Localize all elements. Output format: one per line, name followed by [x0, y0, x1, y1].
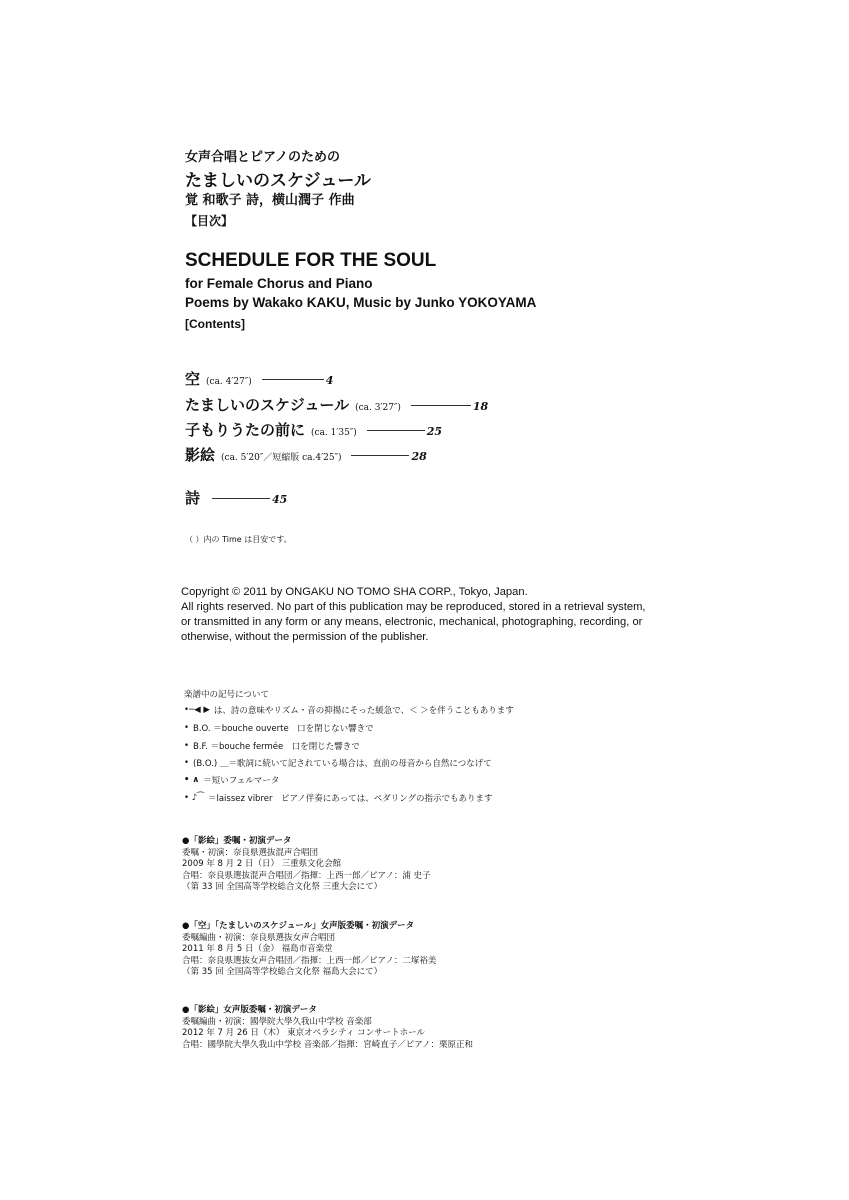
toc-row [185, 487, 287, 508]
toc-row [185, 368, 333, 389]
toc-page: 18 [472, 400, 489, 413]
toc-title: たましいのスケジュール [185, 396, 350, 414]
toc-title: 空 [185, 370, 201, 388]
toc-title: 影絵 [185, 446, 216, 464]
laissez-vibrer-icon: • ♪⁀ [184, 793, 204, 803]
toc-leader-line [212, 498, 270, 499]
bullet-icon: • [184, 741, 190, 751]
toc-row [185, 419, 442, 440]
toc-leader-line [411, 405, 471, 406]
subtitle-jp: 女声合唱とピアノのための [185, 150, 340, 165]
premiere-line: 委嘱編曲・初演：國學院大學久我山中学校 音楽部 [182, 1016, 372, 1027]
toc-row [185, 394, 488, 415]
toc-duration: (ca. 1′35″) [311, 428, 357, 438]
symbol-item [184, 774, 279, 786]
premiere-heading: ●「影絵」委嘱・初演データ [182, 836, 292, 846]
copyright-line: Copyright © 2011 by ONGAKU NO TOMO SHA CORP., Tokyo, Japan. [181, 586, 528, 598]
toc-page: 45 [272, 493, 288, 506]
symbol-item [184, 722, 374, 734]
premiere-line: （第 33 回 全国高等学校総合文化祭 三重大会にて） [182, 882, 383, 892]
toc-duration: (ca. 4′27″) [206, 377, 252, 387]
toc-duration: (ca. 3′27″) [355, 403, 401, 413]
symbol-text: は、詩の意味やリズム・音の抑揚にそった緩急で、＜ ＞を伴うこともあります [213, 706, 514, 716]
toc-title: 子もりうたの前に [185, 421, 306, 439]
premiere-line: （第 35 回 全国高等学校総合文化祭 福島大会にて） [182, 967, 383, 977]
symbol-text: ＝短いフェルマータ [203, 776, 280, 786]
copyright-line: All rights reserved. No part of this publication may be reproduced, stored in a retrieval system, [181, 601, 646, 613]
toc-title: 詩 [185, 489, 201, 507]
copyright-line: or transmitted in any form or any means, electronic, mechanical, photographing, recording, or [181, 616, 643, 628]
contents-label-en: [Contents] [185, 317, 245, 331]
premiere-line: 合唱：奈良県選抜混声合唱団／指揮：上西一郎／ピアノ：浦 史子 [182, 870, 431, 881]
premiere-line: 委嘱・初演：奈良県選抜混声合唱団 [182, 847, 319, 858]
premiere-block [182, 836, 431, 894]
title-jp: たましいのスケジュール [185, 171, 371, 191]
time-note: （ ）内の Time は目安です。 [185, 535, 292, 544]
symbol-text: B.O. ＝bouche ouverte 口を閉じない響きで [193, 724, 374, 734]
premiere-line: 合唱：國學院大學久我山中学校 音楽部／指揮：宮崎直子／ピアノ：栗原正和 [182, 1039, 474, 1050]
fermata-icon: • ∧ [184, 775, 200, 785]
premiere-heading: ●「影絵」女声版委嘱・初演データ [182, 1005, 317, 1015]
premiere-line: 合唱：奈良県選抜女声合唱団／指揮：上西一郎／ピアノ：二塚裕美 [182, 955, 437, 966]
symbol-item [184, 757, 492, 769]
toc-duration: (ca. 5′20″／短縮版 ca.4′25″) [221, 453, 342, 463]
bullet-icon: • [184, 758, 190, 768]
symbol-text: ＝laissez vibrer ピアノ伴奏にあっては、ペダリングの指示でもあります [207, 794, 493, 804]
toc-leader-line [351, 455, 409, 456]
toc-page: 28 [411, 450, 427, 463]
symbol-text: (B.O.) ＿＝歌詞に続いて記されている場合は、直前の母音から自然につなげて [193, 759, 492, 769]
credits-en: Poems by Wakako KAKU, Music by Junko YOKOYAMA [185, 295, 537, 310]
symbol-item [184, 792, 493, 804]
bullet-icon: • [184, 723, 190, 733]
premiere-block [182, 921, 436, 979]
symbols-heading: 楽譜中の記号について [184, 690, 269, 700]
tempo-mark-icon: •─◀ ▶ [184, 705, 210, 715]
credits-jp: 覚 和歌子 詩，横山潤子 作曲 [185, 193, 355, 208]
symbol-item [184, 704, 514, 716]
premiere-line: 2009 年 8 月 2 日（日） 三重県文化会館 [182, 859, 342, 869]
premiere-line: 委嘱編曲・初演：奈良県選抜女声合唱団 [182, 932, 336, 943]
premiere-heading: ●「空」「たましいのスケジュール」女声版委嘱・初演データ [182, 921, 415, 931]
premiere-line: 2011 年 8 月 5 日（金） 福島市音楽堂 [182, 944, 333, 954]
premiere-block [182, 1005, 473, 1051]
symbol-item [184, 740, 360, 752]
premiere-line: 2012 年 7 月 26 日（木） 東京オペラシティ コンサートホール [182, 1028, 425, 1038]
contents-label-jp: 【目次】 [185, 214, 234, 228]
toc-row [185, 444, 427, 465]
toc-page: 25 [426, 425, 443, 438]
copyright-line: otherwise, without the permission of the publisher. [181, 631, 429, 643]
subtitle-en: for Female Chorus and Piano [185, 276, 373, 291]
toc-leader-line [262, 379, 324, 380]
symbol-text: B.F. ＝bouche fermée 口を閉じた響きで [193, 742, 360, 752]
toc-leader-line [367, 430, 425, 431]
copyright-block [181, 585, 781, 645]
title-en: SCHEDULE FOR THE SOUL [185, 250, 437, 271]
toc-page: 4 [325, 374, 334, 387]
